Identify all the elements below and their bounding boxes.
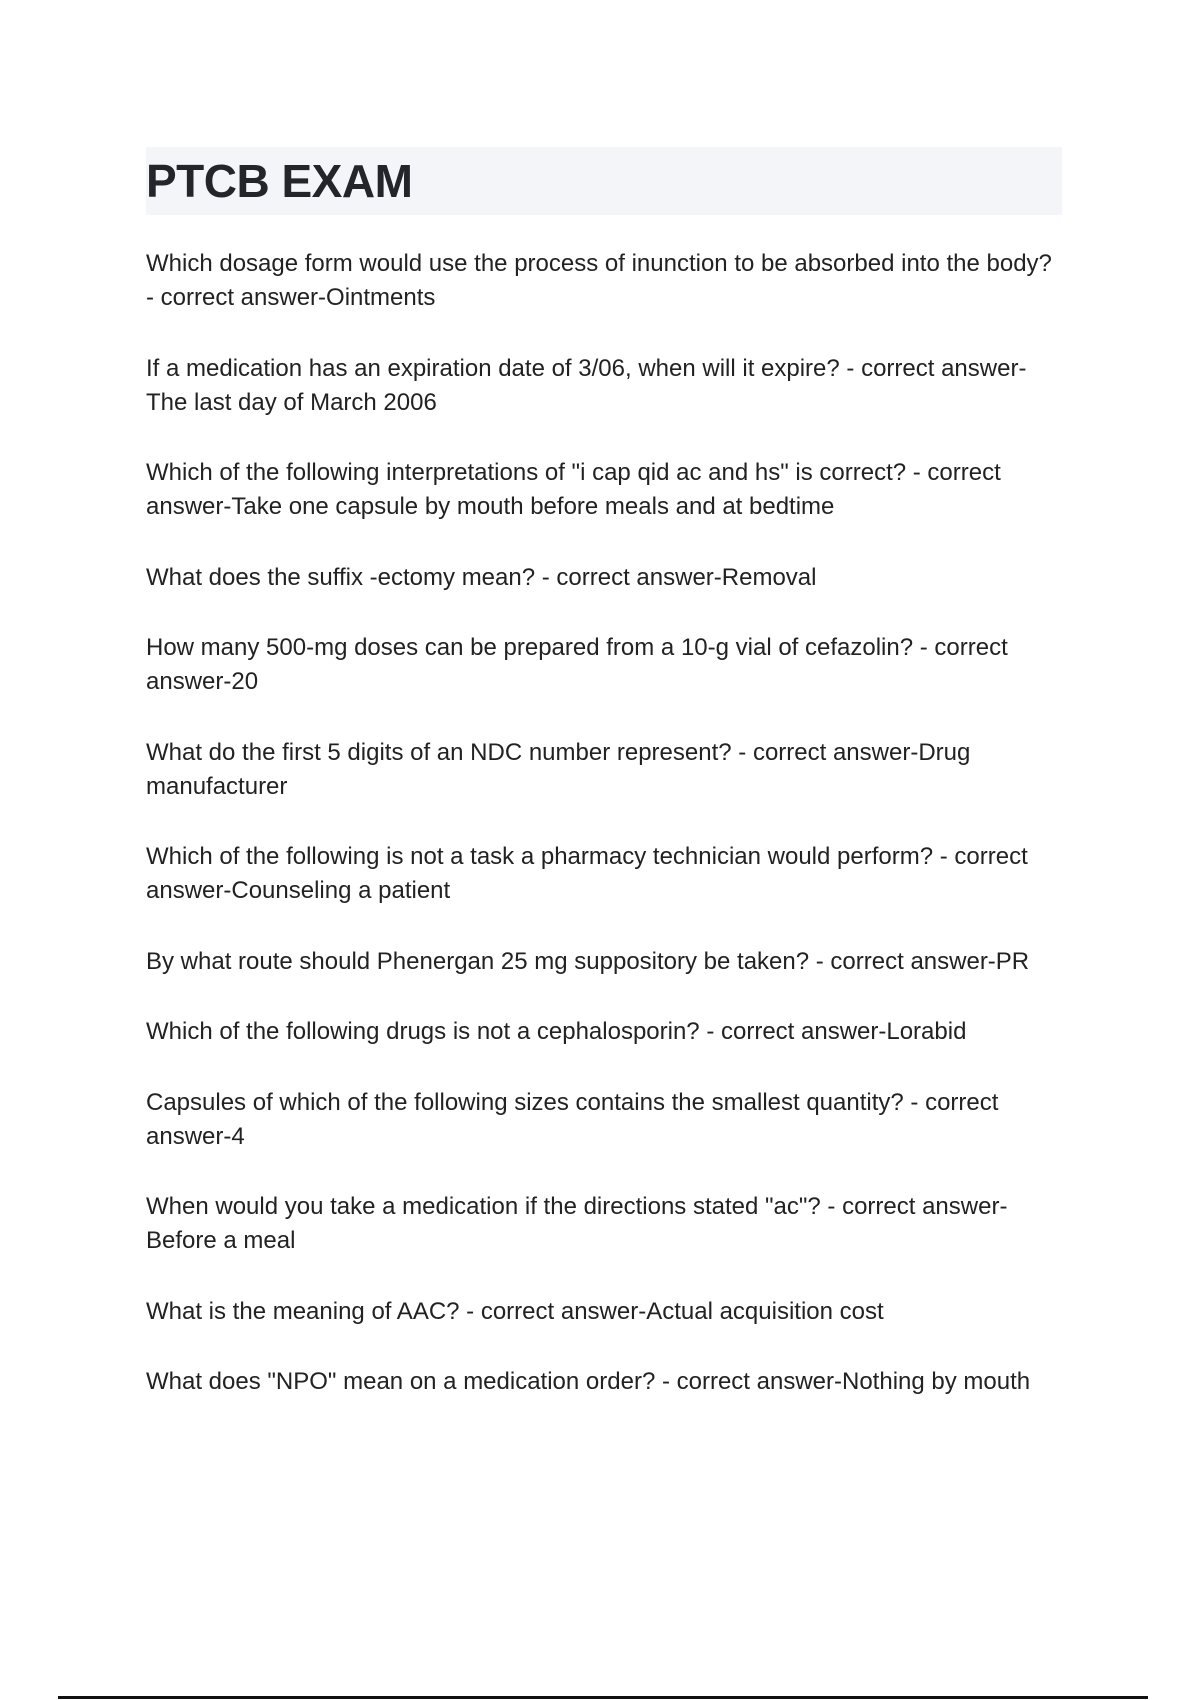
qa-item: Which of the following interpretations of "i cap qid ac and hs" is correct? - correct answer-Take one capsule by mouth before meals and at bedtime	[146, 459, 1001, 520]
title-banner	[146, 147, 1062, 215]
qa-item: How many 500-mg doses can be prepared from a 10-g vial of cefazolin? - correct answer-20	[146, 634, 1008, 695]
qa-item: If a medication has an expiration date of 3/06, when will it expire? - correct answer-The last day of March 2006	[146, 354, 1027, 416]
qa-item: What do the first 5 digits of an NDC number represent? - correct answer-Drug manufacturer	[146, 738, 971, 800]
qa-item: What is the meaning of AAC? - correct answer-Actual acquisition cost	[146, 1297, 884, 1325]
qa-item: What does the suffix -ectomy mean? - correct answer-Removal	[146, 563, 817, 591]
footer-divider	[58, 1696, 1148, 1699]
qa-item: Capsules of which of the following sizes contains the smallest quantity? - correct answer-4	[146, 1088, 999, 1150]
qa-list	[146, 247, 1062, 1436]
page-title: PTCB EXAM	[146, 155, 413, 207]
qa-item: Which of the following drugs is not a cephalosporin? - correct answer-Lorabid	[146, 1018, 967, 1045]
qa-item: By what route should Phenergan 25 mg suppository be taken? - correct answer-PR	[146, 947, 1030, 975]
qa-item: Which dosage form would use the process of inunction to be absorbed into the body? - correct answer-Ointments	[146, 250, 1052, 311]
qa-item: When would you take a medication if the directions stated "ac"? - correct answer-Before a meal	[146, 1193, 1008, 1254]
qa-item: What does "NPO" mean on a medication order? - correct answer-Nothing by mouth	[146, 1368, 1031, 1395]
qa-item: Which of the following is not a task a pharmacy technician would perform? - correct answer-Counseling a patient	[146, 843, 1028, 904]
